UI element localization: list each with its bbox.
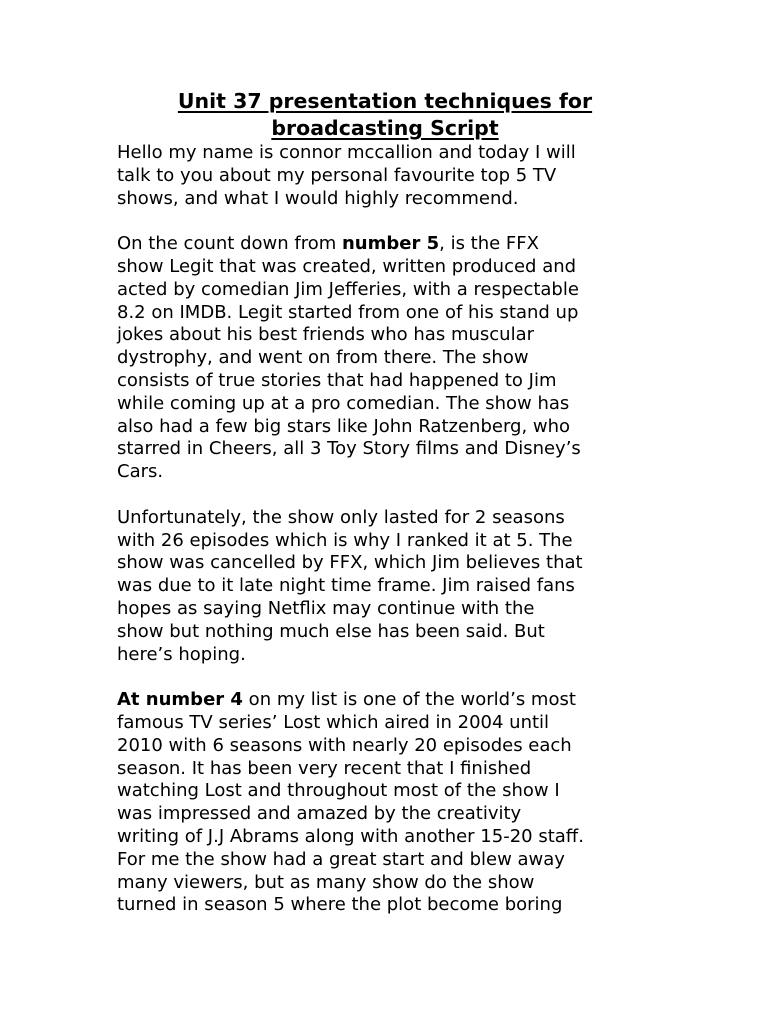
- title-line-1: Unit 37 presentation techniques for: [177, 89, 593, 113]
- number-4-heading: At number 4: [117, 689, 243, 711]
- number-5-heading: number 5: [341, 233, 440, 255]
- number-4-paragraph: [117, 689, 657, 917]
- p3-body: on my list is one of the world’s most famous TV series’ Lost which aired in 2004 until 2010 with 6 seasons with nearly 20 episodes each season. It has been very recent that I finished watching Lost and throughout most of the show I was impressed and amazed by the creativity writing of J.J Abrams along with another 15-20 staff. For me the show had a great start and blew away many viewers, but as many show do the show turned in season 5 where the plot become boring: [117, 689, 584, 916]
- intro-paragraph: Hello my name is connor mccallion and today I will talk to you about my personal favourite top 5 TV shows, and what I would highly recommend.: [117, 142, 576, 209]
- document-title: [113, 88, 657, 142]
- paragraph-spacer: [117, 666, 657, 689]
- paragraph-spacer: [117, 484, 657, 507]
- p1-lead: On the count down from: [117, 233, 342, 255]
- paragraph-spacer: [117, 210, 657, 233]
- document-page: [117, 88, 657, 917]
- p1-body: , is the FFX show Legit that was created, written produced and acted by comedian Jim Jefferies, with a respectable 8.2 on IMDB. Legit started from one of his stand up jokes about his best friends who has muscular dystrophy, and went on from there. The show consists of true stories that had happened to Jim while coming up at a pro comedian. The show has also had a few big stars like John Ratzenberg, who starred in Cheers, all 3 Toy Story films and Disney’s Cars.: [117, 233, 581, 483]
- title-line-2: broadcasting Script: [271, 116, 499, 140]
- cancellation-paragraph: Unfortunately, the show only lasted for 2 seasons with 26 episodes which is why I ranked it at 5. The show was cancelled by FFX, which Jim believes that was due to it late night time frame. Jim raised fans hopes as saying Netflix may continue with the show but nothing much else has been said. But here’s hoping.: [117, 506, 583, 665]
- number-5-paragraph: [117, 233, 657, 484]
